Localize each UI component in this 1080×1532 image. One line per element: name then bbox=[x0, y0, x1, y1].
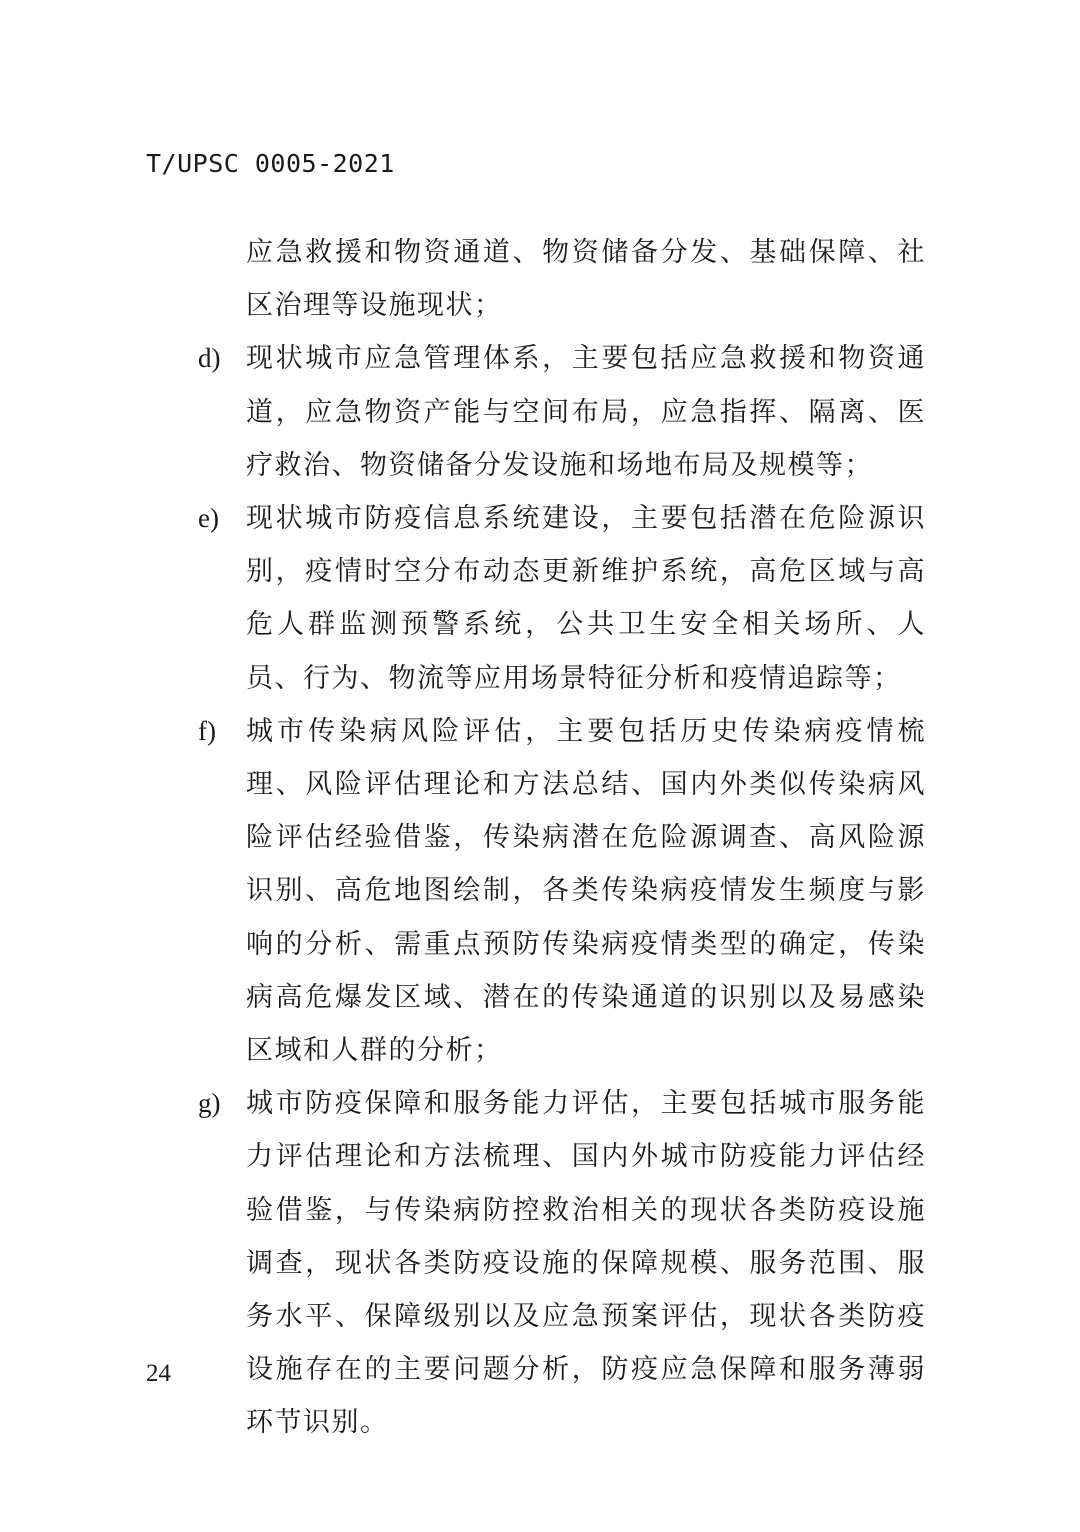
document-body bbox=[198, 226, 926, 1450]
paragraph-text: 应急救援和物资通道、物资储备分发、基础保障、社区治理等设施现状； bbox=[246, 237, 926, 322]
list-item-text: 城市防疫保障和服务能力评估，主要包括城市服务能力评估理论和方法梳理、国内外城市防疫能力评估经验借鉴，与传染病防控救治相关的现状各类防疫设施调查，现状各类防疫设施的保障规模、服务范围、服务水平、保障级别以及应急预案评估，现状各类防疫设施存在的主要问题分析，防疫应急保障和服务薄弱环节识别。 bbox=[246, 1088, 926, 1439]
document-code: T/UPSC 0005-2021 bbox=[146, 149, 395, 178]
list-item-g bbox=[198, 1077, 926, 1449]
list-marker: g) bbox=[198, 1088, 221, 1119]
list-item-e bbox=[198, 492, 926, 705]
list-marker: f) bbox=[198, 715, 216, 746]
continuation-paragraph bbox=[246, 226, 926, 332]
list-item-f bbox=[198, 705, 926, 1077]
list-item-d bbox=[198, 332, 926, 492]
page-number: 24 bbox=[146, 1360, 171, 1387]
list-item-text: 现状城市防疫信息系统建设，主要包括潜在危险源识别，疫情时空分布动态更新维护系统，高危区域与高危人群监测预警系统，公共卫生安全相关场所、人员、行为、物流等应用场景特征分析和疫情追踪等； bbox=[246, 503, 926, 694]
list-marker: d) bbox=[198, 343, 221, 374]
list-item-text: 城市传染病风险评估，主要包括历史传染病疫情梳理、风险评估理论和方法总结、国内外类似传染病风险评估经验借鉴，传染病潜在危险源调查、高风险源识别、高危地图绘制，各类传染病疫情发生频度与影响的分析、需重点预防传染病疫情类型的确定，传染病高危爆发区域、潜在的传染通道的识别以及易感染区域和人群的分析； bbox=[246, 715, 926, 1067]
list-item-text: 现状城市应急管理体系，主要包括应急救援和物资通道，应急物资产能与空间布局，应急指挥、隔离、医疗救治、物资储备分发设施和场地布局及规模等； bbox=[246, 343, 926, 481]
list-marker: e) bbox=[198, 503, 219, 534]
